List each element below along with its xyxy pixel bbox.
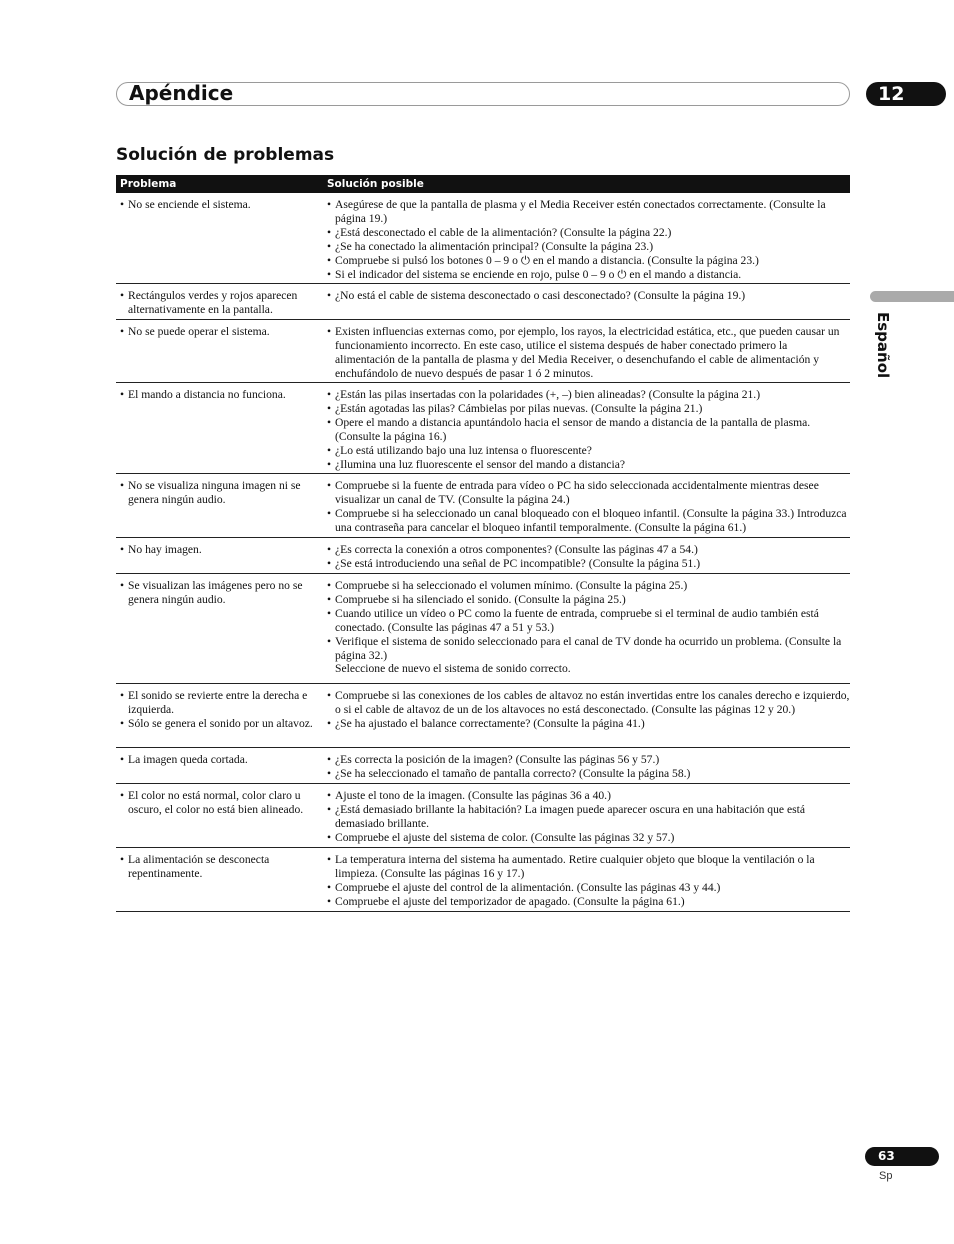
- problem-text: • La alimentación se desconecta repentinamente.: [120, 853, 321, 881]
- table-header: [116, 175, 850, 193]
- chapter-number-badge: 12: [866, 82, 946, 106]
- solution-text: • ¿Se ha ajustado el balance correctamente? (Consulte la página 41.): [327, 717, 850, 731]
- solution-text: • Compruebe si ha silenciado el sonido. (Consulte la página 25.): [327, 593, 850, 607]
- solution-text: • ¿Es correcta la conexión a otros componentes? (Consulte las páginas 47 a 54.): [327, 543, 850, 557]
- table-row: [116, 684, 850, 748]
- problem-cell: [116, 789, 323, 843]
- problem-cell: [116, 753, 323, 779]
- table-row: [116, 748, 850, 784]
- solution-text: • Si el indicador del sistema se enciende en rojo, pulse 0 – 9 o ⏻ en el mando a distancia.: [327, 268, 850, 282]
- problem-cell: [116, 579, 323, 679]
- solution-text: • ¿Están agotadas las pilas? Cámbielas por pilas nuevas. (Consulte la página 21.): [327, 402, 850, 416]
- solution-cell: [323, 753, 850, 779]
- solution-text: • ¿Se ha seleccionado el tamaño de pantalla correcto? (Consulte la página 58.): [327, 767, 850, 781]
- problem-cell: [116, 198, 323, 279]
- troubleshooting-table: [116, 175, 850, 912]
- solution-text: • Compruebe si las conexiones de los cables de altavoz no están invertidas entre los canales derecho e izquierdo, o si el cable de altavoz de un de los altavoces no está desconectado. (Consulte las páginas 12 y 20.): [327, 689, 850, 717]
- table-row: [116, 574, 850, 684]
- problem-text: • El sonido se revierte entre la derecha e izquierda.: [120, 689, 321, 717]
- chapter-title: Apéndice: [129, 81, 234, 105]
- chapter-header-bar: [116, 82, 850, 106]
- solution-cell: [323, 789, 850, 843]
- solution-text: • Compruebe si ha seleccionado el volumen mínimo. (Consulte la página 25.): [327, 579, 850, 593]
- solution-cell: [323, 479, 850, 533]
- solution-cell: [323, 388, 850, 469]
- problem-text: • Sólo se genera el sonido por un altavoz.: [120, 717, 321, 731]
- column-header-problem: Problema: [120, 178, 177, 190]
- table-row: [116, 538, 850, 574]
- solution-cell: [323, 198, 850, 279]
- column-header-solution: Solución posible: [327, 178, 424, 190]
- problem-text: • Se visualizan las imágenes pero no se genera ningún audio.: [120, 579, 321, 607]
- problem-cell: [116, 325, 323, 378]
- solution-text: • Compruebe el ajuste del sistema de color. (Consulte las páginas 32 y 57.): [327, 831, 850, 845]
- problem-text: • El mando a distancia no funciona.: [120, 388, 321, 402]
- table-row: [116, 848, 850, 912]
- solution-text: • ¿Lo está utilizando bajo una luz intensa o fluorescente?: [327, 444, 850, 458]
- solution-cell: [323, 853, 850, 907]
- table-row: [116, 383, 850, 474]
- solution-text: • ¿Es correcta la posición de la imagen? (Consulte las páginas 56 y 57.): [327, 753, 850, 767]
- section-title: Solución de problemas: [116, 145, 335, 165]
- solution-cell: [323, 543, 850, 569]
- table-row: [116, 784, 850, 848]
- table-row: [116, 193, 850, 284]
- solution-text: • ¿Se ha conectado la alimentación principal? (Consulte la página 23.): [327, 240, 850, 254]
- solution-text: Seleccione de nuevo el sistema de sonido correcto.: [335, 662, 571, 676]
- problem-cell: [116, 289, 323, 315]
- solution-text: • Asegúrese de que la pantalla de plasma y el Media Receiver estén conectados correctamente. (Consulte la página 19.): [327, 198, 850, 226]
- solution-text: • ¿No está el cable de sistema desconectado o casi desconectado? (Consulte la página 19.): [327, 289, 850, 303]
- solution-text: • ¿Está desconectado el cable de la alimentación? (Consulte la página 22.): [327, 226, 850, 240]
- language-tab-marker: [870, 291, 954, 302]
- solution-text: • Verifique el sistema de sonido seleccionado para el canal de TV donde ha ocurrido un problema. (Consulte la página 32.): [327, 635, 850, 663]
- solution-text: • Compruebe si pulsó los botones 0 – 9 o ⏻ en el mando a distancia. (Consulte la página 23.): [327, 254, 850, 268]
- problem-cell: [116, 543, 323, 569]
- problem-text: • No se visualiza ninguna imagen ni se genera ningún audio.: [120, 479, 321, 507]
- table-body: [116, 193, 850, 912]
- problem-text: • No se enciende el sistema.: [120, 198, 321, 212]
- problem-cell: [116, 479, 323, 533]
- solution-text: • ¿Ilumina una luz fluorescente el sensor del mando a distancia?: [327, 458, 850, 472]
- page-language-code: Sp: [879, 1170, 893, 1182]
- problem-text: • Rectángulos verdes y rojos aparecen alternativamente en la pantalla.: [120, 289, 321, 317]
- solution-text: • Compruebe si ha seleccionado un canal bloqueado con el bloqueo infantil. (Consulte la página 33.) Introduzca una contraseña para cancelar el bloqueo infantil temporalmente. (Consulte la página 61.): [327, 507, 850, 535]
- solution-text: • Ajuste el tono de la imagen. (Consulte las páginas 36 a 40.): [327, 789, 850, 803]
- solution-cell: [323, 325, 850, 378]
- solution-text: • ¿Se está introduciendo una señal de PC incompatible? (Consulte la página 51.): [327, 557, 850, 571]
- solution-text: • La temperatura interna del sistema ha aumentado. Retire cualquier objeto que bloque la ventilación o la limpieza. (Consulte las páginas 16 y 17.): [327, 853, 850, 881]
- solution-text: • Compruebe el ajuste del control de la alimentación. (Consulte las páginas 43 y 44.): [327, 881, 850, 895]
- solution-cell: [323, 289, 850, 315]
- solution-text: • Existen influencias externas como, por ejemplo, los rayos, la electricidad estática, etc., que pueden causar un funcionamiento incorrecto. En este caso, utilice el sistema después de haber conectado primero la alimentación de la pantalla de plasma y del Media Receiver, o desenchufando el cable de alimentación y enchufándolo de nuevo después de pasar 1 ó 2 minutos.: [327, 325, 850, 381]
- solution-text: • Compruebe si la fuente de entrada para vídeo o PC ha sido seleccionada accidentalmente mientras desee visualizar un canal de TV. (Consulte la página 24.): [327, 479, 850, 507]
- solution-cell: [323, 579, 850, 679]
- solution-text: • Opere el mando a distancia apuntándolo hacia el sensor de mando a distancia de la pantalla de plasma. (Consulte la página 16.): [327, 416, 850, 444]
- table-row: [116, 474, 850, 538]
- problem-text: • La imagen queda cortada.: [120, 753, 321, 767]
- solution-text: • ¿Están las pilas insertadas con la polaridades (+, –) bien alineadas? (Consulte la página 21.): [327, 388, 850, 402]
- problem-cell: [116, 689, 323, 743]
- problem-text: • No hay imagen.: [120, 543, 321, 557]
- solution-text: • ¿Está demasiado brillante la habitación? La imagen puede aparecer oscura en una habitación que está demasiado brillante.: [327, 803, 850, 831]
- problem-cell: [116, 853, 323, 907]
- problem-text: • El color no está normal, color claro u oscuro, el color no está bien alineado.: [120, 789, 321, 817]
- problem-cell: [116, 388, 323, 469]
- solution-text: • Compruebe el ajuste del temporizador de apagado. (Consulte la página 61.): [327, 895, 850, 909]
- table-row: [116, 320, 850, 383]
- solution-cell: [323, 689, 850, 743]
- problem-text: • No se puede operar el sistema.: [120, 325, 321, 339]
- solution-text: • Cuando utilice un vídeo o PC como la fuente de entrada, compruebe si el terminal de audio también está conectado. (Consulte las páginas 47 a 51 y 53.): [327, 607, 850, 635]
- page-number-badge: 63: [865, 1147, 939, 1166]
- table-row: [116, 284, 850, 320]
- language-tab-label: Español: [874, 312, 892, 379]
